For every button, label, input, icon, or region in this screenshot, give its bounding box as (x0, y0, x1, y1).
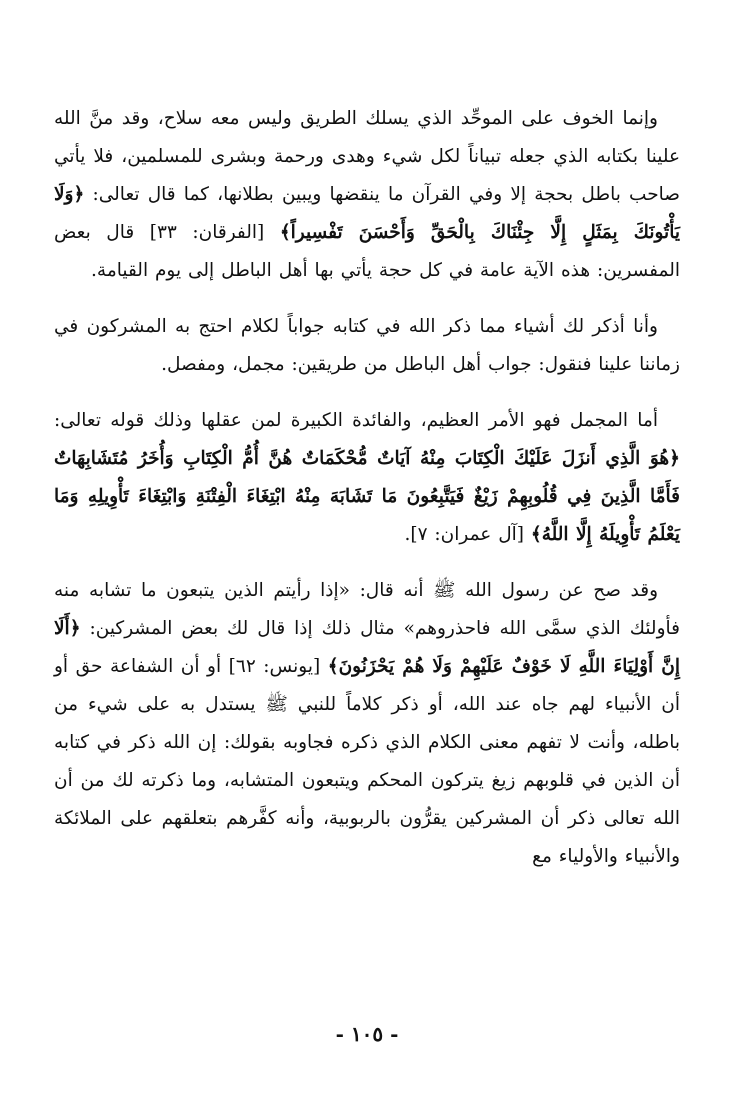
page-body (54, 100, 680, 894)
paragraph-2 (54, 308, 680, 384)
paragraph-1 (54, 100, 680, 290)
paragraph-3 (54, 402, 680, 554)
paragraph-3-verse-reference: [آل عمران: ٧] (410, 524, 531, 545)
paragraph-3-text-b: . (404, 524, 411, 545)
paragraph-1-text-b: قال بعض المفسرين: هذه الآية عامة في كل حجة يأتي بها أهل الباطل إلى يوم القيامة. (54, 222, 680, 281)
page-number: - ١٠٥ - (335, 1022, 399, 1046)
paragraph-4-verse-reference: [يونس: ٦٢] (221, 656, 328, 677)
paragraph-4-quran-verse: ﴿أَلَا إِنَّ أَوْلِيَاءَ اللَّهِ لَا خَوْفٌ عَلَيْهِمْ وَلَا هُمْ يَحْزَنُونَ﴾ (54, 618, 680, 677)
paragraph-4 (54, 572, 680, 876)
paragraph-1-verse-reference: [الفرقان: ٣٣] (134, 222, 280, 243)
paragraph-1-text-a: وإنما الخوف على الموحِّد الذي يسلك الطريق وليس معه سلاح، وقد منَّ الله علينا بكتابه الذي جعله تبياناً لكل شيء وهدى ورحمة وبشرى للمسلمين، فلا يأتي صاحب باطل بحجة إلا وفي القرآن ما ينقضها ويبين بطلانها، كما قال تعالى: (54, 108, 680, 205)
paragraph-4-text-b: أو أن الشفاعة حق أو أن الأنبياء لهم جاه عند الله، أو ذكر كلاماً للنبي ﷺ يستدل به على شيء من باطله، وأنت لا تفهم معنى الكلام الذي ذكره فجاوبه بقولك: إن الله ذكر في كتابه أن الذين في قلوبهم زيغ يتركون المحكم ويتبعون المتشابه، وما ذكرته لك من أن الله تعالى ذكر أن المشركين يقرُّون بالربوبية، وأنه كفَّرهم بتعلقهم على الملائكة والأنبياء والأولياء مع (54, 656, 680, 867)
paragraph-2-text-a: وأنا أذكر لك أشياء مما ذكر الله في كتابه جواباً لكلام احتج به المشركون في زماننا علينا فنقول: جواب أهل الباطل من طريقين: مجمل، ومفصل. (54, 316, 680, 375)
paragraph-3-quran-verse: ﴿هُوَ الَّذِي أَنزَلَ عَلَيْكَ الْكِتَابَ مِنْهُ آيَاتٌ مُّحْكَمَاتٌ هُنَّ أُمُّ الْكِتَابِ وَأُخَرُ مُتَشَابِهَاتٌ فَأَمَّا الَّذِينَ فِي قُلُوبِهِمْ زَيْغٌ فَيَتَّبِعُونَ مَا تَشَابَهَ مِنْهُ ابْتِغَاءَ الْفِتْنَةِ وَابْتِغَاءَ تَأْوِيلِهِ وَمَا يَعْلَمُ تَأْوِيلَهُ إِلَّا اللَّهُ﴾ (54, 448, 680, 545)
paragraph-1-quran-verse: ﴿وَلَا يَأْتُونَكَ بِمَثَلٍ إِلَّا جِئْنَاكَ بِالْحَقِّ وَأَحْسَنَ تَفْسِيراً﴾ (54, 184, 680, 243)
paragraph-3-text-a: أما المجمل فهو الأمر العظيم، والفائدة الكبيرة لمن عقلها وذلك قوله تعالى: (54, 410, 658, 431)
paragraph-4-text-a: وقد صح عن رسول الله ﷺ أنه قال: «إذا رأيتم الذين يتبعون ما تشابه منه فأولئك الذي سمَّى الله فاحذروهم» مثال ذلك إذا قال لك بعض المشركين: (54, 580, 680, 639)
